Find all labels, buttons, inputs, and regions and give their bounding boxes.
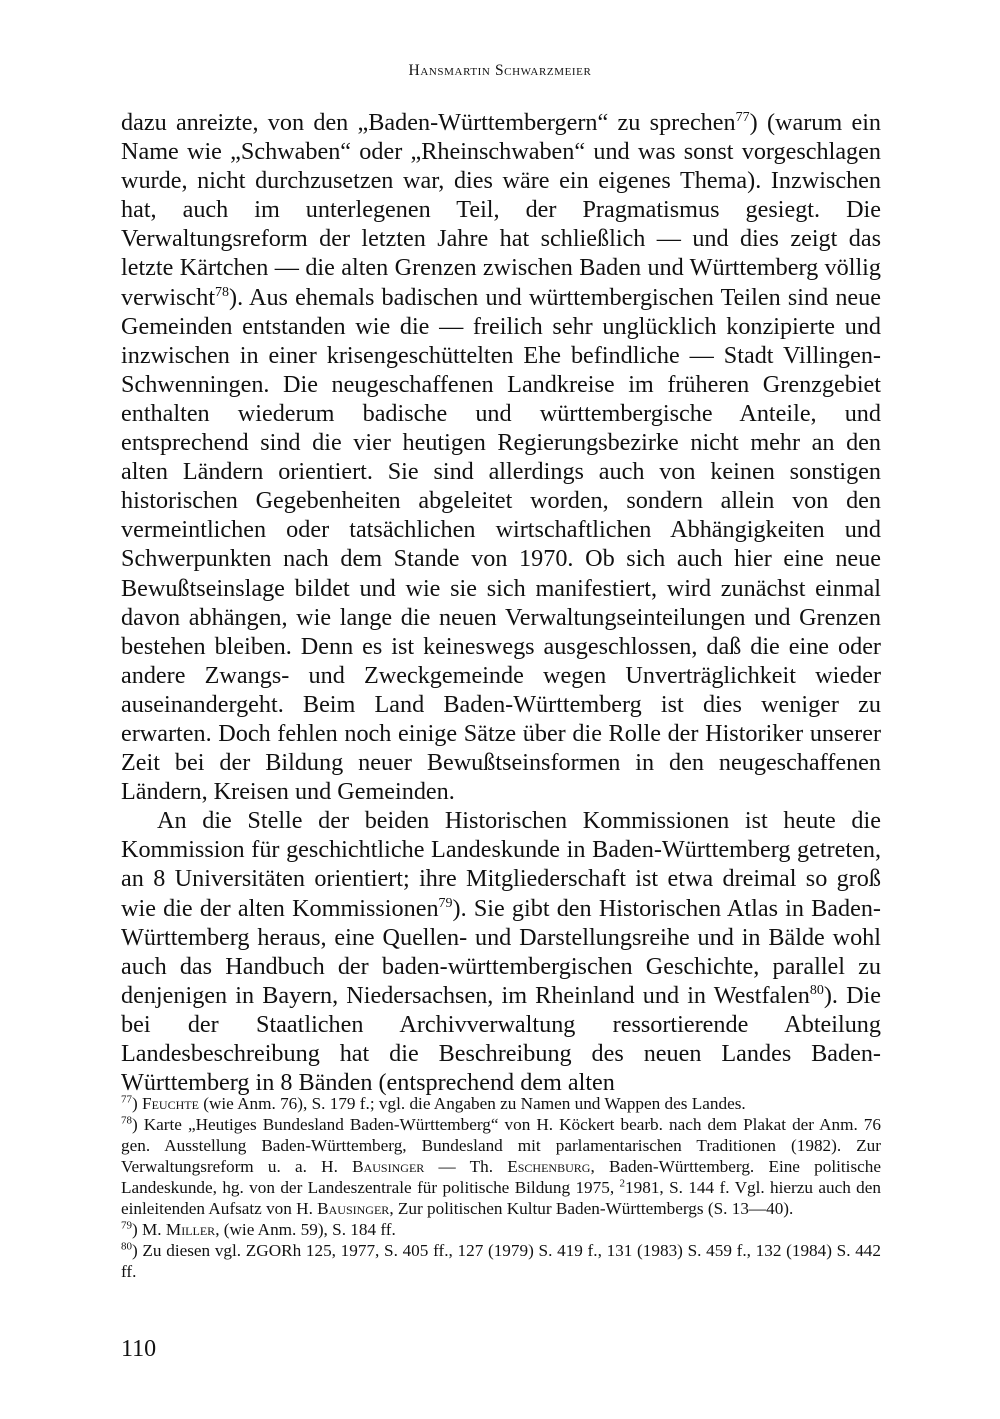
footnote-78 bbox=[121, 1114, 881, 1219]
running-head: Hansmartin Schwarzmeier bbox=[408, 62, 592, 79]
footnote-79 bbox=[121, 1219, 881, 1240]
footnote-text: ) Karte „Heutiges Bundesland Baden-Württemberg“ von H. Köckert bearb. nach dem Plakat der Anm. 76 gen. Ausstellung Baden-Württemberg, Bundesland mit parlamentarischen Traditionen (1982). Zur Verwaltungsreform u. a. H. bbox=[121, 1115, 881, 1176]
page-number: 110 bbox=[121, 1336, 157, 1362]
footnote-number: 78 bbox=[121, 1114, 132, 1127]
author-name: Feuchte bbox=[142, 1094, 199, 1113]
footnote-reference-79: 79 bbox=[438, 895, 453, 911]
footnote-text: ) Zu diesen vgl. ZGORh 125, 1977, S. 405 ff., 127 (1979) S. 419 f., 131 (1983) S. 459 f., 132 (1984) S. 442 ff. bbox=[121, 1241, 881, 1281]
paragraph-1 bbox=[121, 108, 881, 806]
paragraph-text: ). Aus ehemals badischen und württembergischen Teilen sind neue Gemeinden entstanden wie die — freilich sehr unglücklich konzipierte und inzwischen in einer krisengeschüttelten Ehe befindliche — Stadt Villingen-Schwenningen. Die neugeschaffenen Landkreise im früheren Grenzgebiet enthalten wiederum badische und württembergische Anteile, und entsprechend sind die vier heutigen Regierungsbezirke nicht mehr an den alten Ländern orientiert. Sie sind allerdings auch von keinen sonstigen historischen Gegebenheiten abgeleitet worden, sondern allein von den vermeintlichen oder tatsächlichen wirtschaftlichen Abhängigkeiten und Schwerpunkten nach dem Stande von 1970. Ob sich auch hier eine neue Bewußtseinslage bildet und wie sie sich manifestiert, wird zunächst einmal davon abhängen, wie lange die neuen Verwaltungseinteilungen und Grenzen bestehen bleiben. Denn es ist keineswegs ausgeschlossen, daß die eine oder andere Zwangs- und Zweckgemeinde wegen Unverträglichkeit wieder auseinandergeht. Beim Land Baden-Württemberg ist dies weniger zu erwarten. Doch fehlen noch einige Sätze über die Rolle der Historiker unserer Zeit bei der Bildung neuer Bewußtseinsformen in den neugeschaffenen Ländern, Kreisen und Gemeinden. bbox=[121, 283, 881, 806]
paragraph-text: ) (warum ein Name wie „Schwaben“ oder „Rheinschwaben“ und was sonst vorgeschlagen wurde, nicht durchzusetzen war, dies wäre ein eigenes Thema). Inzwischen hat, auch im unterlegenen Teil, der Pragmatismus gesiegt. Die Verwaltungsreform der letzten Jahre hat schließlich — und dies zeigt das letzte Kärtchen — die alten Grenzen zwischen Baden und Württemberg völlig verwischt bbox=[121, 109, 882, 311]
footnote-text: 1981, S. 144 f. Vgl. hierzu auch den einleitenden Aufsatz von H. bbox=[121, 1178, 881, 1218]
footnote-number: 79 bbox=[121, 1219, 132, 1232]
paragraph-text: dazu anreizte, von den „Baden-Württembergern“ zu sprechen bbox=[121, 109, 736, 136]
footnote-text: ) bbox=[132, 1094, 143, 1113]
footnote-77 bbox=[121, 1093, 881, 1114]
paragraph-text: An die Stelle der beiden Historischen Kommissionen ist heute die Kommission für geschichtliche Landeskunde in Baden-Württemberg getreten, an 8 Universitäten orientiert; ihre Mitgliederschaft ist etwa dreimal so groß wie die der alten Kommissionen bbox=[121, 807, 881, 922]
footnote-80 bbox=[121, 1240, 881, 1282]
author-name: Bausinger bbox=[352, 1157, 425, 1176]
footnote-number: 77 bbox=[121, 1093, 132, 1106]
paragraph-text: ). Sie gibt den Historischen Atlas in Baden-Württemberg heraus, eine Quellen- und Darstellungsreihe und in Bälde wohl auch das Handbuch der baden-württembergischen Geschichte, parallel zu denjenigen in Bayern, Niedersachsen, im Rheinland und in Westfalen bbox=[121, 894, 881, 1009]
footnote-text: ) M. bbox=[132, 1220, 166, 1239]
footnote-text: — Th. bbox=[424, 1157, 508, 1176]
footnotes bbox=[121, 1093, 881, 1282]
footnote-text: , Zur politischen Kultur Baden-Württembergs (S. 13—40). bbox=[389, 1199, 794, 1218]
footnote-number: 80 bbox=[121, 1240, 132, 1253]
footnote-reference-80: 80 bbox=[809, 982, 824, 998]
main-text bbox=[121, 108, 881, 1097]
footnote-text: (wie Anm. 76), S. 179 f.; vgl. die Angaben zu Namen und Wappen des Landes. bbox=[198, 1094, 746, 1113]
footnote-reference-77: 77 bbox=[735, 109, 750, 125]
paragraph-2 bbox=[121, 806, 881, 1097]
author-name: Eschenburg bbox=[507, 1157, 591, 1176]
author-name: Bausinger bbox=[317, 1199, 390, 1218]
footnote-reference-78: 78 bbox=[215, 284, 230, 300]
author-name: Miller bbox=[165, 1220, 216, 1239]
edition-superscript: 2 bbox=[619, 1177, 626, 1190]
footnote-text: , (wie Anm. 59), S. 184 ff. bbox=[215, 1220, 396, 1239]
paragraph-text: ). Die bei der Staatlichen Archivverwaltung ressortierende Abteilung Landesbeschreibung hat die Beschreibung des neuen Landes Baden-Württemberg in 8 Bänden (entsprechend dem alten bbox=[121, 981, 882, 1097]
footnote-text: , Baden-Württemberg. Eine politische Landeskunde, hg. von der Landeszentrale für politische Bildung 1975, bbox=[121, 1157, 881, 1197]
